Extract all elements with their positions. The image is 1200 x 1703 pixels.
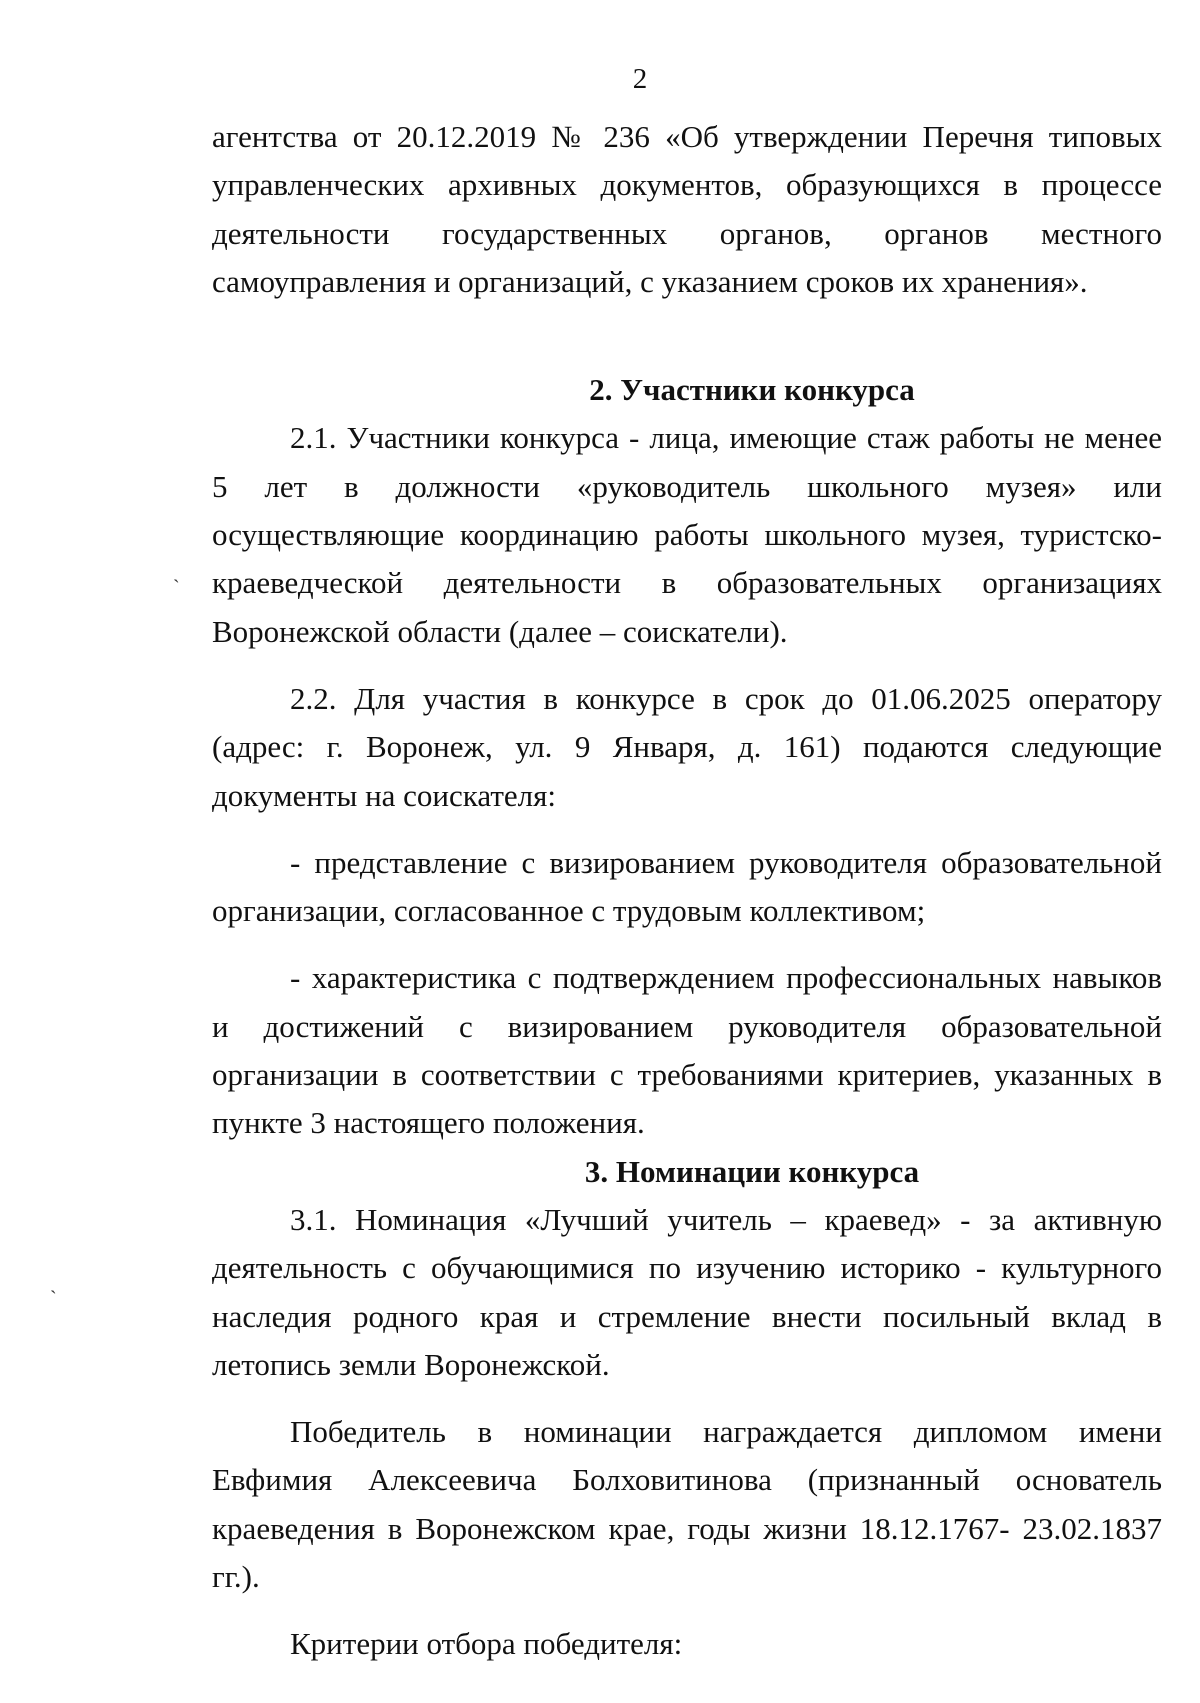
bullet-item-representation: - представление с визированием руководителя образовательной организации, согласованное с трудовым коллективом; <box>212 844 1162 929</box>
criteria-line: Критерии отбора победителя: <box>290 1626 683 1662</box>
paragraph-2-1: 2.1. Участники конкурса - лица, имеющие стаж работы не менее 5 лет в должности «руководитель школьного музея» или осуществляющие координацию работы школьного музея, туристско-краеведческой деятельности в образовательных организациях Воронежской области (далее – соискатели). <box>212 420 1162 649</box>
lead-paragraph: агентства от 20.12.2019 № 236 «Об утверждении Перечня типовых управленческих архивных документов, образующихся в процессе деятельности государственных органов, органов местного самоуправления и организаций, с указанием сроков их хранения». <box>212 119 1162 299</box>
paragraph-2-2: 2.2. Для участия в конкурсе в срок до 01.06.2025 оператору (адрес: г. Воронеж, ул. 9 Января, д. 161) подаются следующие документы на соискателя: <box>212 680 1162 813</box>
paragraph-3-1: 3.1. Номинация «Лучший учитель – краевед» - за активную деятельность с обучающимися по изучению историко - культурного наследия родного края и стремление внести посильный вклад в летопись земли Воронежской. <box>212 1201 1162 1382</box>
document-body <box>212 113 1162 1669</box>
page-number: 2 <box>632 63 648 95</box>
scan-speck: ˎ <box>173 561 180 583</box>
scan-speck: ˏ <box>50 1272 57 1294</box>
section-2-heading: 2. Участники конкурса <box>589 372 915 408</box>
bullet-item-characteristic: - характеристика с подтверждением профессиональных навыков и достижений с визированием руководителя образовательной организации в соответствии с требованиями критериев, указанных в пункте 3 настоящего положения. <box>212 960 1162 1141</box>
winner-paragraph: Победитель в номинации награждается дипломом имени Евфимия Алексеевича Болховитинова (признанный основатель краеведения в Воронежском крае, годы жизни 18.12.1767- 23.02.1837 гг.). <box>212 1414 1162 1595</box>
section-3-heading: 3. Номинации конкурса <box>584 1153 920 1189</box>
